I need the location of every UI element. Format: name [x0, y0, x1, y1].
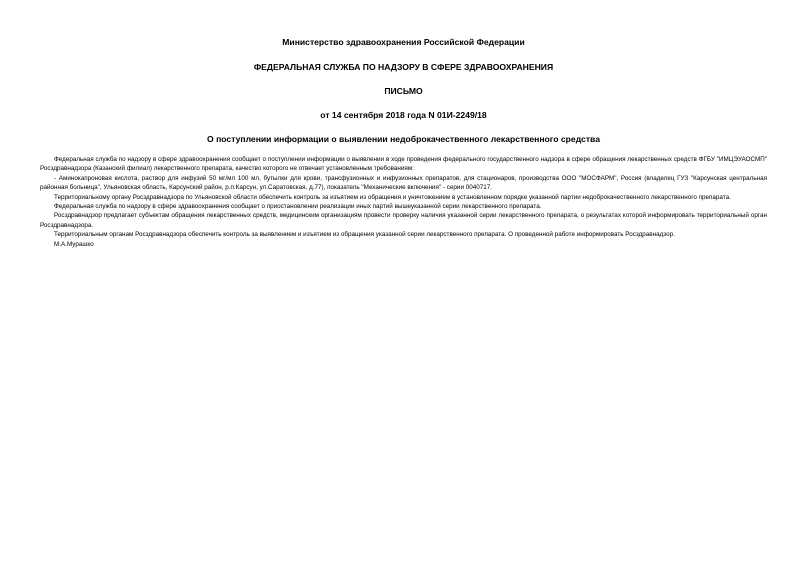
document-date-number: от 14 сентября 2018 года N 01И-2249/18 [320, 110, 487, 120]
service-title: ФЕДЕРАЛЬНАЯ СЛУЖБА ПО НАДЗОРУ В СФЕРЕ ЗДРАВООХРАНЕНИЯ [253, 62, 554, 72]
paragraph-territorial-control: Территориальным органам Росздравнадзора обеспечить контроль за выявлением и изъятием из обращения указанной серии лекарственного препарата. О проведенной работе информировать Росздравнадзор. [54, 231, 675, 239]
paragraph-suspension: Федеральная служба по надзору в сфере здравоохранения сообщает о приостановлении реализации иных партий вышеуказанной серии лекарственного препарата. [54, 203, 542, 211]
document-page [40, 30, 767, 249]
ministry-title: Министерство здравоохранения Российской Федерации [282, 37, 525, 47]
document-subject: О поступлении информации о выявлении недоброкачественного лекарственного средства [207, 134, 600, 144]
paragraph-notice: Федеральная служба по надзору в сфере здравоохранения сообщает о поступлении информации о выявлении в ходе проведения федерального государственного надзора в сфере обращения лекарственных средств ФГБУ "ИМЦЭУАОСМП" Росздравнадзора (Казанский филиал) лекарственного препарата, качество которого не отвечает установленным требованиям: [40, 156, 767, 173]
document-body [40, 155, 767, 249]
paragraph-proposal: Росздравнадзор предлагает субъектам обращения лекарственных средств, медицинским организациям провести проверку наличия указанной серии лекарственного препарата, о результатах которой информировать территориальный орган Росздравнадзора. [40, 212, 767, 229]
paragraph-ulyanovsk-control: Территориальному органу Росздравнадзора по Ульяновской области обеспечить контроль за изъятием из обращения и уничтожением в установленном порядке указанной партии недоброкачественного лекарственного препарата. [54, 193, 731, 201]
paragraph-drug-details: - Аминокапроновая кислота, раствор для инфузий 50 мг/мл 100 мл, бутылки для крови, трансфузионных и инфузионных препаратов, для стационаров, производства ООО "МОСФАРМ", Россия (владелец ГУЗ "Карсунская центральная районная больница", Ульяновская область, Карсунский район, р.п.Карсун, ул.Саратовская, д.77), показатель "Механические включения" - серии 0040717. [40, 174, 767, 192]
signature: М.А.Мурашко [54, 240, 94, 248]
document-type: ПИСЬМО [384, 86, 423, 96]
